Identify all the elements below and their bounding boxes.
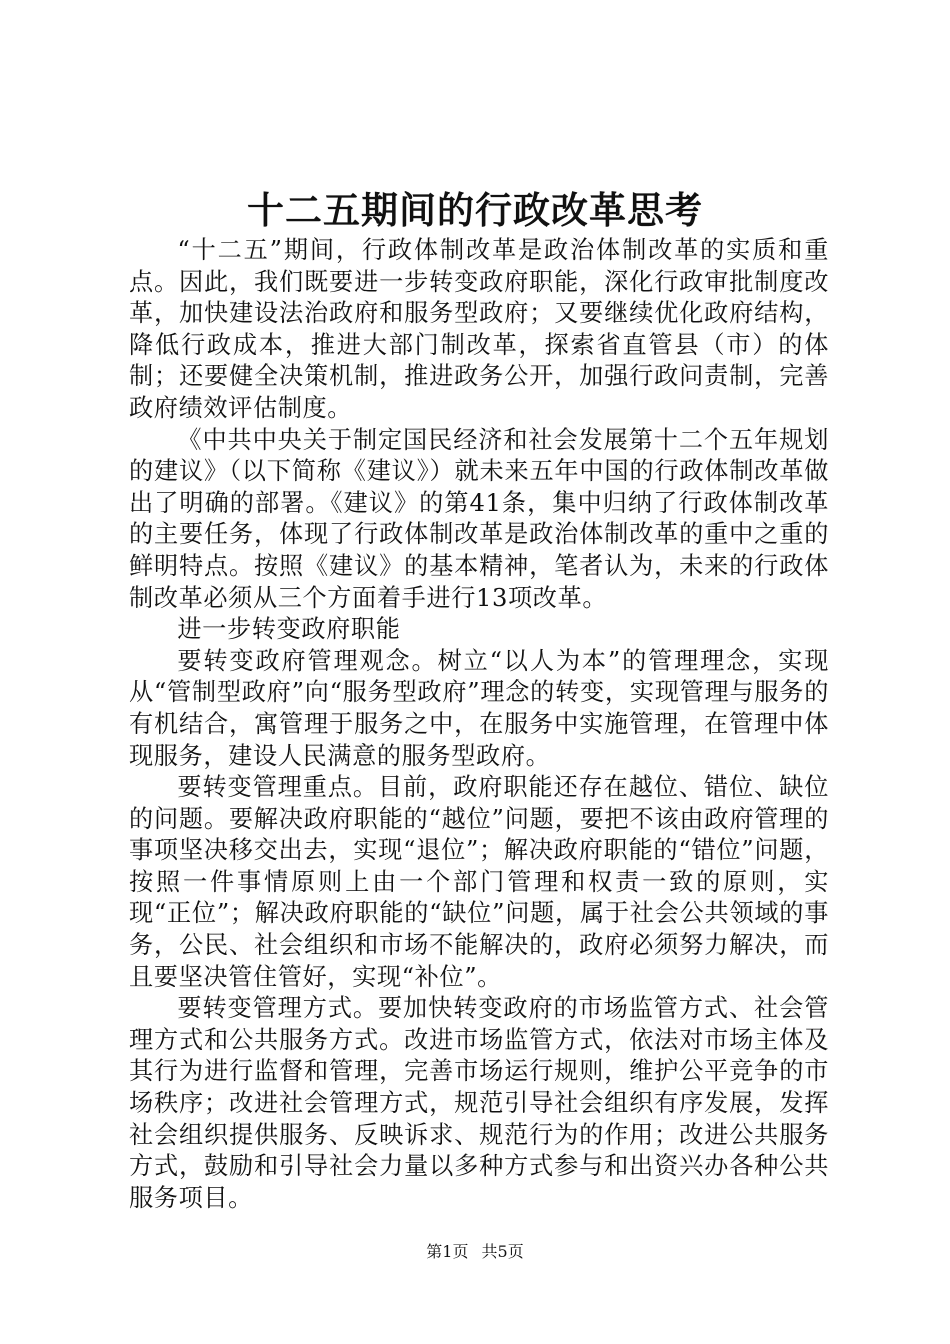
section-heading: 进一步转变政府职能	[177, 615, 401, 644]
paragraph-intro: “十二五”期间，行政体制改革是政治体制改革的实质和重点。因此，我们既要进一步转变政府职能，深化行政审批制度改革，加快建设法治政府和服务型政府；又要继续优化政府结构，降低行政成本，推进大部门制改革，探索省直管县（市）的体制；还要健全决策机制，推进政务公开，加强行政问责制，完善政府绩效评估制度。	[129, 236, 829, 422]
document-title: 十二五期间的行政改革思考	[247, 189, 703, 232]
paragraph-method: 要转变管理方式。要加快转变政府的市场监管方式、社会管理方式和公共服务方式。改进市场监管方式，依法对市场主体及其行为进行监督和管理，完善市场运行规则，维护公平竞争的市场秩序；改进社会管理方式，规范引导社会组织有序发展，发挥社会组织提供服务、反映诉求、规范行为的作用；改进公共服务方式，鼓励和引导社会力量以多种方式参与和出资兴办各种公共服务项目。	[129, 994, 829, 1212]
page-footer	[0, 1241, 950, 1263]
page-number: 第1页	[426, 1242, 469, 1261]
paragraph-focus: 要转变管理重点。目前，政府职能还存在越位、错位、缺位的问题。要解决政府职能的“越位”问题，要把不该由政府管理的事项坚决移交出去，实现“退位”；解决政府职能的“错位”问题，按照一件事情原则上由一个部门管理和权责一致的原则，实现“正位”；解决政府职能的“缺位”问题，属于社会公共领域的事务，公民、社会组织和市场不能解决的，政府必须努力解决，而且要坚决管住管好，实现“补位”。	[129, 773, 829, 991]
paragraph-concept: 要转变政府管理观念。树立“以人为本”的管理理念，实现从“管制型政府”向“服务型政府”理念的转变，实现管理与服务的有机结合，寓管理于服务之中，在服务中实施管理，在管理中体现服务，建设人民满意的服务型政府。	[129, 646, 829, 770]
page-total: 共5页	[481, 1242, 524, 1261]
document-body	[129, 235, 829, 1214]
paragraph-proposal: 《中共中央关于制定国民经济和社会发展第十二个五年规划的建议》（以下简称《建议》）就未来五年中国的行政体制改革做出了明确的部署。《建议》的第41条，集中归纳了行政体制改革的主要任务，体现了行政体制改革是政治体制改革的重中之重的鲜明特点。按照《建议》的基本精神，笔者认为，未来的行政体制改革必须从三个方面着手进行13项改革。	[129, 425, 829, 612]
